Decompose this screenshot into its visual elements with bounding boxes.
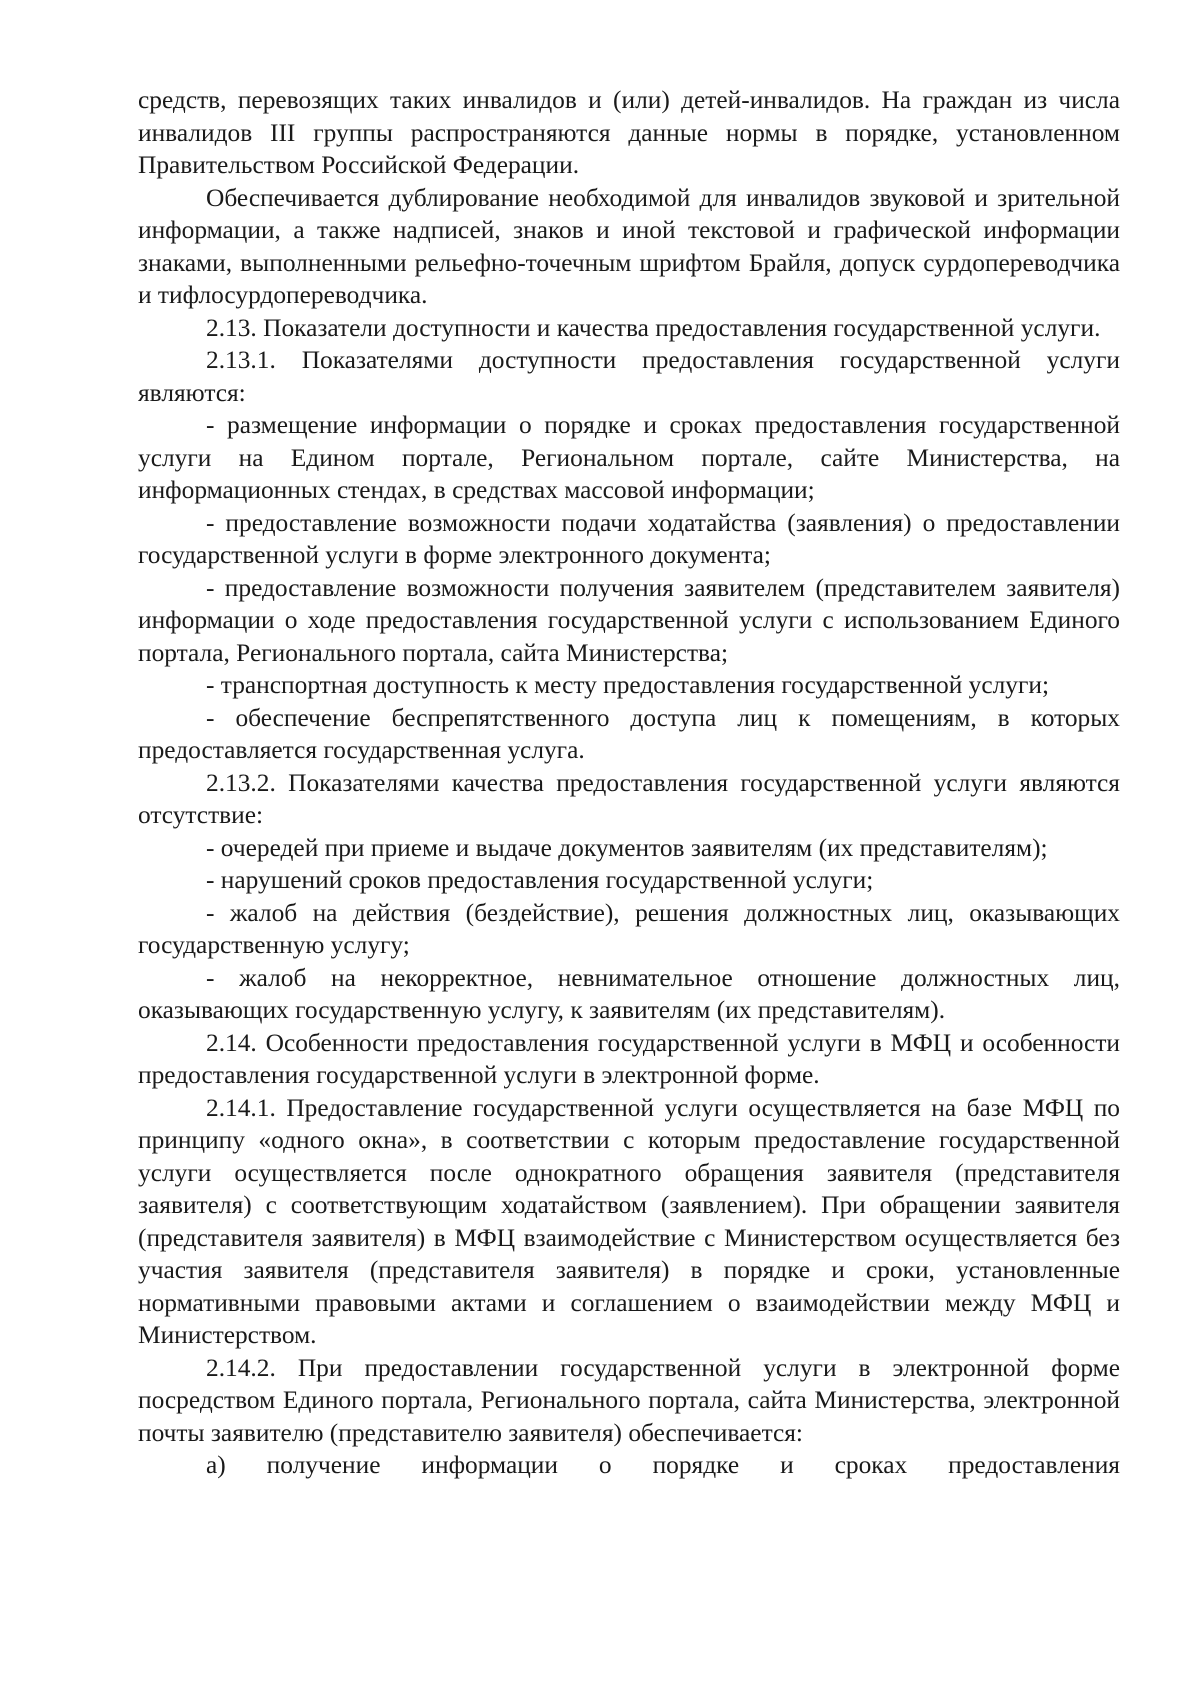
list-item: - нарушений сроков предоставления государственной услуги; <box>206 866 874 894</box>
paragraph-continuation: средств, перевозящих таких инвалидов и (или) детей-инвалидов. На граждан из числа инвалидов III группы распространяются данные нормы в порядке, установленном Правительством Российской Федерации. <box>138 86 1120 179</box>
paragraph-section-2-14-2: 2.14.2. При предоставлении государственной услуги в электронной форме посредством Единого портала, Регионального портала, сайта Министерства, электронной почты заявителю (представителю заявителя) обеспечивается: <box>138 1353 1120 1447</box>
paragraph-braille-duplication: Обеспечивается дублирование необходимой для инвалидов звуковой и зрительной информации, а также надписей, знаков и иной текстовой и графической информации знаками, выполненными рельефно-точечным шрифтом Брайля, допуск сурдопереводчика и тифлосурдопереводчика. <box>138 183 1120 309</box>
list-item: - жалоб на некорректное, невнимательное отношение должностных лиц, оказывающих государственную услугу, к заявителям (их представителям). <box>138 963 1120 1024</box>
list-item: - обеспечение беспрепятственного доступа лиц к помещениям, в которых предоставляется государственная услуга. <box>138 703 1120 764</box>
document-page <box>138 84 1120 1482</box>
list-item: а) получение информации о порядке и сроках предоставления <box>206 1451 1120 1479</box>
paragraph-section-2-14-1: 2.14.1. Предоставление государственной услуги осуществляется на базе МФЦ по принципу «одного окна», в соответствии с которым предоставление государственной услуги осуществляется после однократного обращения заявителя (представителя заявителя) с соответствующим ходатайством (заявлением). При обращении заявителя (представителя заявителя) в МФЦ взаимодействие с Министерством осуществляется без участия заявителя (представителя заявителя) в порядке и сроки, установленные нормативными правовыми актами и соглашением о взаимодействии между МФЦ и Министерством. <box>138 1093 1120 1349</box>
paragraph-section-2-13: 2.13. Показатели доступности и качества предоставления государственной услуги. <box>206 313 1101 342</box>
list-item: - очередей при приеме и выдаче документов заявителям (их представителям); <box>206 833 1048 862</box>
paragraph-section-2-13-2: 2.13.2. Показателями качества предоставления государственной услуги являются отсутствие: <box>138 768 1120 829</box>
list-item: - жалоб на действия (бездействие), решения должностных лиц, оказывающих государственную услугу; <box>138 898 1120 959</box>
paragraph-section-2-14: 2.14. Особенности предоставления государственной услуги в МФЦ и особенности предоставления государственной услуги в электронной форме. <box>138 1028 1120 1089</box>
list-item: - предоставление возможности подачи ходатайства (заявления) о предоставлении государственной услуги в форме электронного документа; <box>138 508 1120 569</box>
paragraph-section-2-13-1: 2.13.1. Показателями доступности предоставления государственной услуги являются: <box>138 346 1120 407</box>
list-item: - транспортная доступность к месту предоставления государственной услуги; <box>206 671 1050 699</box>
list-item: - предоставление возможности получения заявителем (представителем заявителя) информации о ходе предоставления государственной услуги с использованием Единого портала, Регионального портала, сайта Министерства; <box>138 573 1120 667</box>
list-item: - размещение информации о порядке и сроках предоставления государственной услуги на Едином портале, Региональном портале, сайте Министерства, на информационных стендах, в средствах массовой информации; <box>138 411 1120 504</box>
